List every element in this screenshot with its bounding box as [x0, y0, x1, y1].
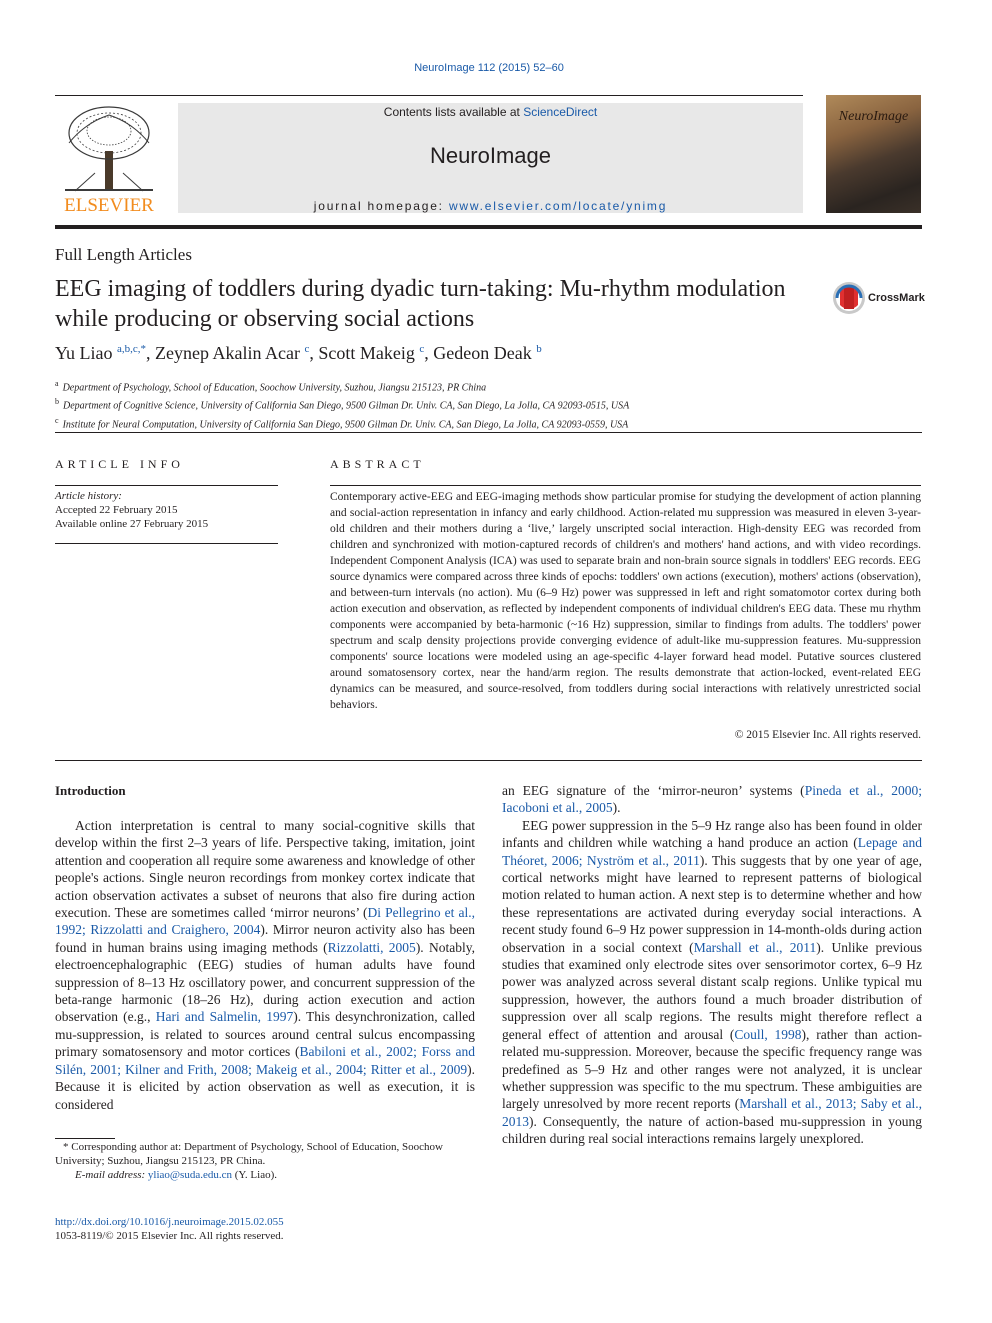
corresponding-footnote [55, 1140, 475, 1182]
author-name: Scott Makeig [318, 343, 420, 363]
paragraph-text: ). Consequently, the nature of action-based mu-suppression in young children during real social interactions remains largely unexplored. [502, 1113, 922, 1147]
accepted-date: Accepted 22 February 2015 [55, 504, 178, 516]
affiliation-key: a [55, 379, 59, 388]
article-title: EEG imaging of toddlers during dyadic turn-taking: Mu-rhythm modulation while producing or observing social actions [55, 276, 786, 332]
citation-link[interactable]: Hari and Salmelin, 1997 [155, 1009, 294, 1025]
email-link[interactable]: yliao@suda.edu.cn [147, 1169, 232, 1181]
author-affiliation-marker[interactable]: c [304, 343, 310, 355]
tree-icon [65, 107, 153, 191]
abstract-copyright: © 2015 Elsevier Inc. All rights reserved. [734, 729, 921, 741]
citation-link[interactable]: Babiloni et al., 2002; Forss and Silén, 2001; Kilner and Frith, 2008; Makeig et al., 2004; Ritter et al., 2009 [55, 1044, 475, 1077]
asterisk-marker: * [63, 1141, 72, 1153]
author-affiliation-marker[interactable]: a,b,c,* [117, 343, 147, 355]
intro-paragraph-1-continued [502, 782, 922, 817]
introduction-heading: Introduction [55, 783, 126, 798]
header-thick-rule [55, 225, 922, 229]
intro-paragraph-1 [55, 817, 475, 1113]
author-affiliation-marker[interactable]: c [419, 343, 425, 355]
available-date: Available online 27 February 2015 [55, 518, 209, 530]
paragraph-text: ). Unlike previous studies that examined only electrode sites over sensorimotor cortex, 6–9 Hz power was analyzed across several distant scalp regions. Unlike typical mu suppression, however, the authors found a much broader distribution of suppression over all scalp regions. The results might therefore reflect a general effect of attention and arousal ( [502, 939, 922, 1042]
citation-link[interactable]: Marshall et al., 2013; Saby et al., 2013 [502, 1096, 922, 1129]
journal-cover-image[interactable] [826, 95, 921, 213]
cover-title: NeuroImage [838, 109, 909, 124]
author-name: Zeynep Akalin Acar [155, 343, 305, 363]
sciencedirect-link[interactable]: ScienceDirect [523, 105, 598, 119]
paragraph-text: ). [612, 800, 621, 816]
paragraph-text: Action interpretation is central to many social-cognitive skills that develop within the first 2–3 years of life. Perspective taking, imitation, joint attention and cooperation all require some awareness and knowledge of other people's actions. Single neuron recordings from monkey cortex indicate that action observation activates a subset of neurons that also fire during action execution. These are sometimes called ‘mirror neurons’ ( [55, 818, 475, 921]
left-column [55, 817, 475, 1113]
article-info-rule-top [55, 485, 278, 486]
paragraph-text: EEG power suppression in the 5–9 Hz range also has been found in older infants and children while watching a hand produce an action ( [502, 817, 922, 851]
contents-line [178, 105, 803, 119]
paragraph-text: ). Notably, electroencephalographic (EEG) studies of human adults have found suppression of 8–13 Hz oscillatory power, and concurrent suppression of the beta-range harmonic (18–26 Hz), during action execution and action observation (e.g., [55, 939, 475, 1025]
citation-link[interactable]: Marshall et al., 2011 [693, 939, 817, 955]
affiliation-text: Department of Cognitive Science, University of California San Diego, 9500 Gilman Dr. Univ. CA, San Diego, La Jolla, CA 92093-0515, USA [63, 400, 630, 412]
author-list [55, 343, 542, 364]
paragraph-text: ). This desynchronization, called mu-suppression, is related to sources around central sulcus encompassing primary somatosensory and motor cortices ( [55, 1009, 475, 1060]
abstract-rule [330, 485, 921, 486]
abstract-text: Contemporary active-EEG and EEG-imaging methods show particular promise for studying the development of action planning and social-action representation in infancy and early childhood. Action-related mu suppression was measured in eleven 3-year-old children and their mothers during a ‘live,’ largely unscripted social interaction. High-density EEG was recorded from children and synchronized with motion-captured records of children's and mothers' hand actions, and with video recordings. Independent Component Analysis (ICA) was used to separate brain and non-brain source signals in toddlers' EEG records. EEG source dynamics were compared across three kinds of epochs: toddlers' own actions (execution), mothers' actions (observation), and between-turn intervals (no action). Mu (6–9 Hz) power was suppressed in left and right somatomotor cortex during both action execution and observation, as reflected by independent components of individual children's EEG data. These mu rhythm components were accompanied by beta-harmonic (~16 Hz) suppression, similar to findings from adults. The toddlers' power spectrum and scalp density projections provide converging evidence of adult-like mu-suppression features. Mu-suppression components' source locations were modeled using an age-specific 4-layer forward head model. Putative sources clustered around somatosensory cortex, near the hand/arm region. The results demonstrate that action-locked, event-related EEG dynamics can be measured, and source-resolved, from toddlers during social interactions with relatively unrestricted social behaviors. [330, 491, 921, 711]
section-type: Full Length Articles [55, 245, 192, 264]
paragraph-text: an EEG signature of the ‘mirror-neuron’ systems ( [502, 783, 805, 798]
article-info-rule-bottom [55, 543, 278, 544]
doi-link[interactable]: http://dx.doi.org/10.1016/j.neuroimage.2015.02.055 [55, 1216, 284, 1228]
doi-block [55, 1215, 284, 1243]
header-rule [55, 95, 803, 96]
paragraph-text: ). This suggests that by one year of age, cortical networks might have learned to represent patterns of biological motion related to human action. A next step is to determine whether and how these representations are activated during everyday social interactions. A recent study found 6–9 Hz power suppression in 14-month-olds during action observation in a social context ( [502, 852, 923, 955]
issn-line: 1053-8119/© 2015 Elsevier Inc. All rights reserved. [55, 1230, 284, 1242]
elsevier-wordmark: ELSEVIER [64, 195, 154, 215]
citation-link[interactable]: Lepage and Théoret, 2006; Nyström et al., 2011 [502, 835, 922, 868]
paragraph-text: ). Because it is elicited by action observation as well as execution, it is considered [55, 1061, 475, 1112]
journal-reference[interactable]: NeuroImage 112 (2015) 52–60 [414, 62, 564, 74]
citation-link[interactable]: Di Pellegrino et al., 1992; Rizzolatti and Craighero, 2004 [55, 905, 475, 938]
author-name: Yu Liao [55, 343, 117, 363]
article-info-heading: ARTICLE INFO [55, 457, 184, 471]
affiliation-list [55, 377, 629, 432]
email-suffix: (Y. Liao). [234, 1169, 277, 1181]
journal-homepage [178, 199, 803, 213]
author-affiliation-marker[interactable]: b [536, 343, 542, 355]
homepage-link[interactable]: www.elsevier.com/locate/ynimg [448, 199, 668, 213]
author-name: Gedeon Deak [433, 343, 537, 363]
affiliation-item [55, 377, 629, 395]
crossmark-icon [833, 282, 865, 314]
corresponding-text: Corresponding author at: Department of Psychology, School of Education, Soochow University; Suzhou, Jiangsu 215123, PR China. [55, 1141, 443, 1167]
history-label: Article history: [55, 490, 122, 502]
homepage-prefix: journal homepage: [313, 199, 449, 213]
affiliation-key: c [55, 415, 59, 425]
citation-link[interactable]: Rizzolatti, 2005 [327, 939, 416, 955]
citation-link[interactable]: Pineda et al., 2000; Iacoboni et al., 2005 [502, 783, 922, 816]
affiliation-item [55, 414, 629, 432]
journal-name: NeuroImage [429, 143, 552, 168]
right-column [502, 782, 922, 1148]
abstract-heading: ABSTRACT [330, 457, 425, 471]
affiliation-item [55, 395, 629, 413]
article-history [55, 489, 208, 531]
affiliation-key: b [55, 397, 59, 407]
footnote-rule [55, 1138, 115, 1139]
author-separator: , [424, 343, 434, 363]
crossmark-label[interactable]: CrossMark [868, 292, 925, 304]
contents-prefix: Contents lists available at [383, 105, 524, 119]
elsevier-logo[interactable] [55, 103, 163, 215]
email-label: E-mail address: [75, 1169, 146, 1181]
affiliation-text: Institute for Neural Computation, University of California San Diego, 9500 Gilman Dr. Univ. CA, San Diego, La Jolla, CA 92093-0559, USA [62, 418, 629, 430]
abstract-bottom-rule [55, 760, 922, 761]
paragraph-text: ), rather than action-related mu-suppression. Moreover, because the specific frequency range was predefined as 5–9 Hz and other ranges were not analyzed, it is unclear whether suppression was specific to the mu spectrum. These ambiguities are largely unresolved by more recent reports ( [502, 1026, 922, 1112]
author-separator: , [146, 343, 156, 363]
author-separator: , [309, 343, 319, 363]
affiliation-rule [55, 432, 922, 433]
citation-link[interactable]: Coull, 1998 [734, 1026, 802, 1042]
paragraph-text: ). Mirror neuron activity also has been found in human brains using imaging methods ( [55, 922, 475, 955]
affiliation-text: Department of Psychology, School of Education, Soochow University, Suzhou, Jiangsu 215123, PR China [62, 382, 487, 394]
intro-paragraph-2 [502, 817, 922, 1148]
